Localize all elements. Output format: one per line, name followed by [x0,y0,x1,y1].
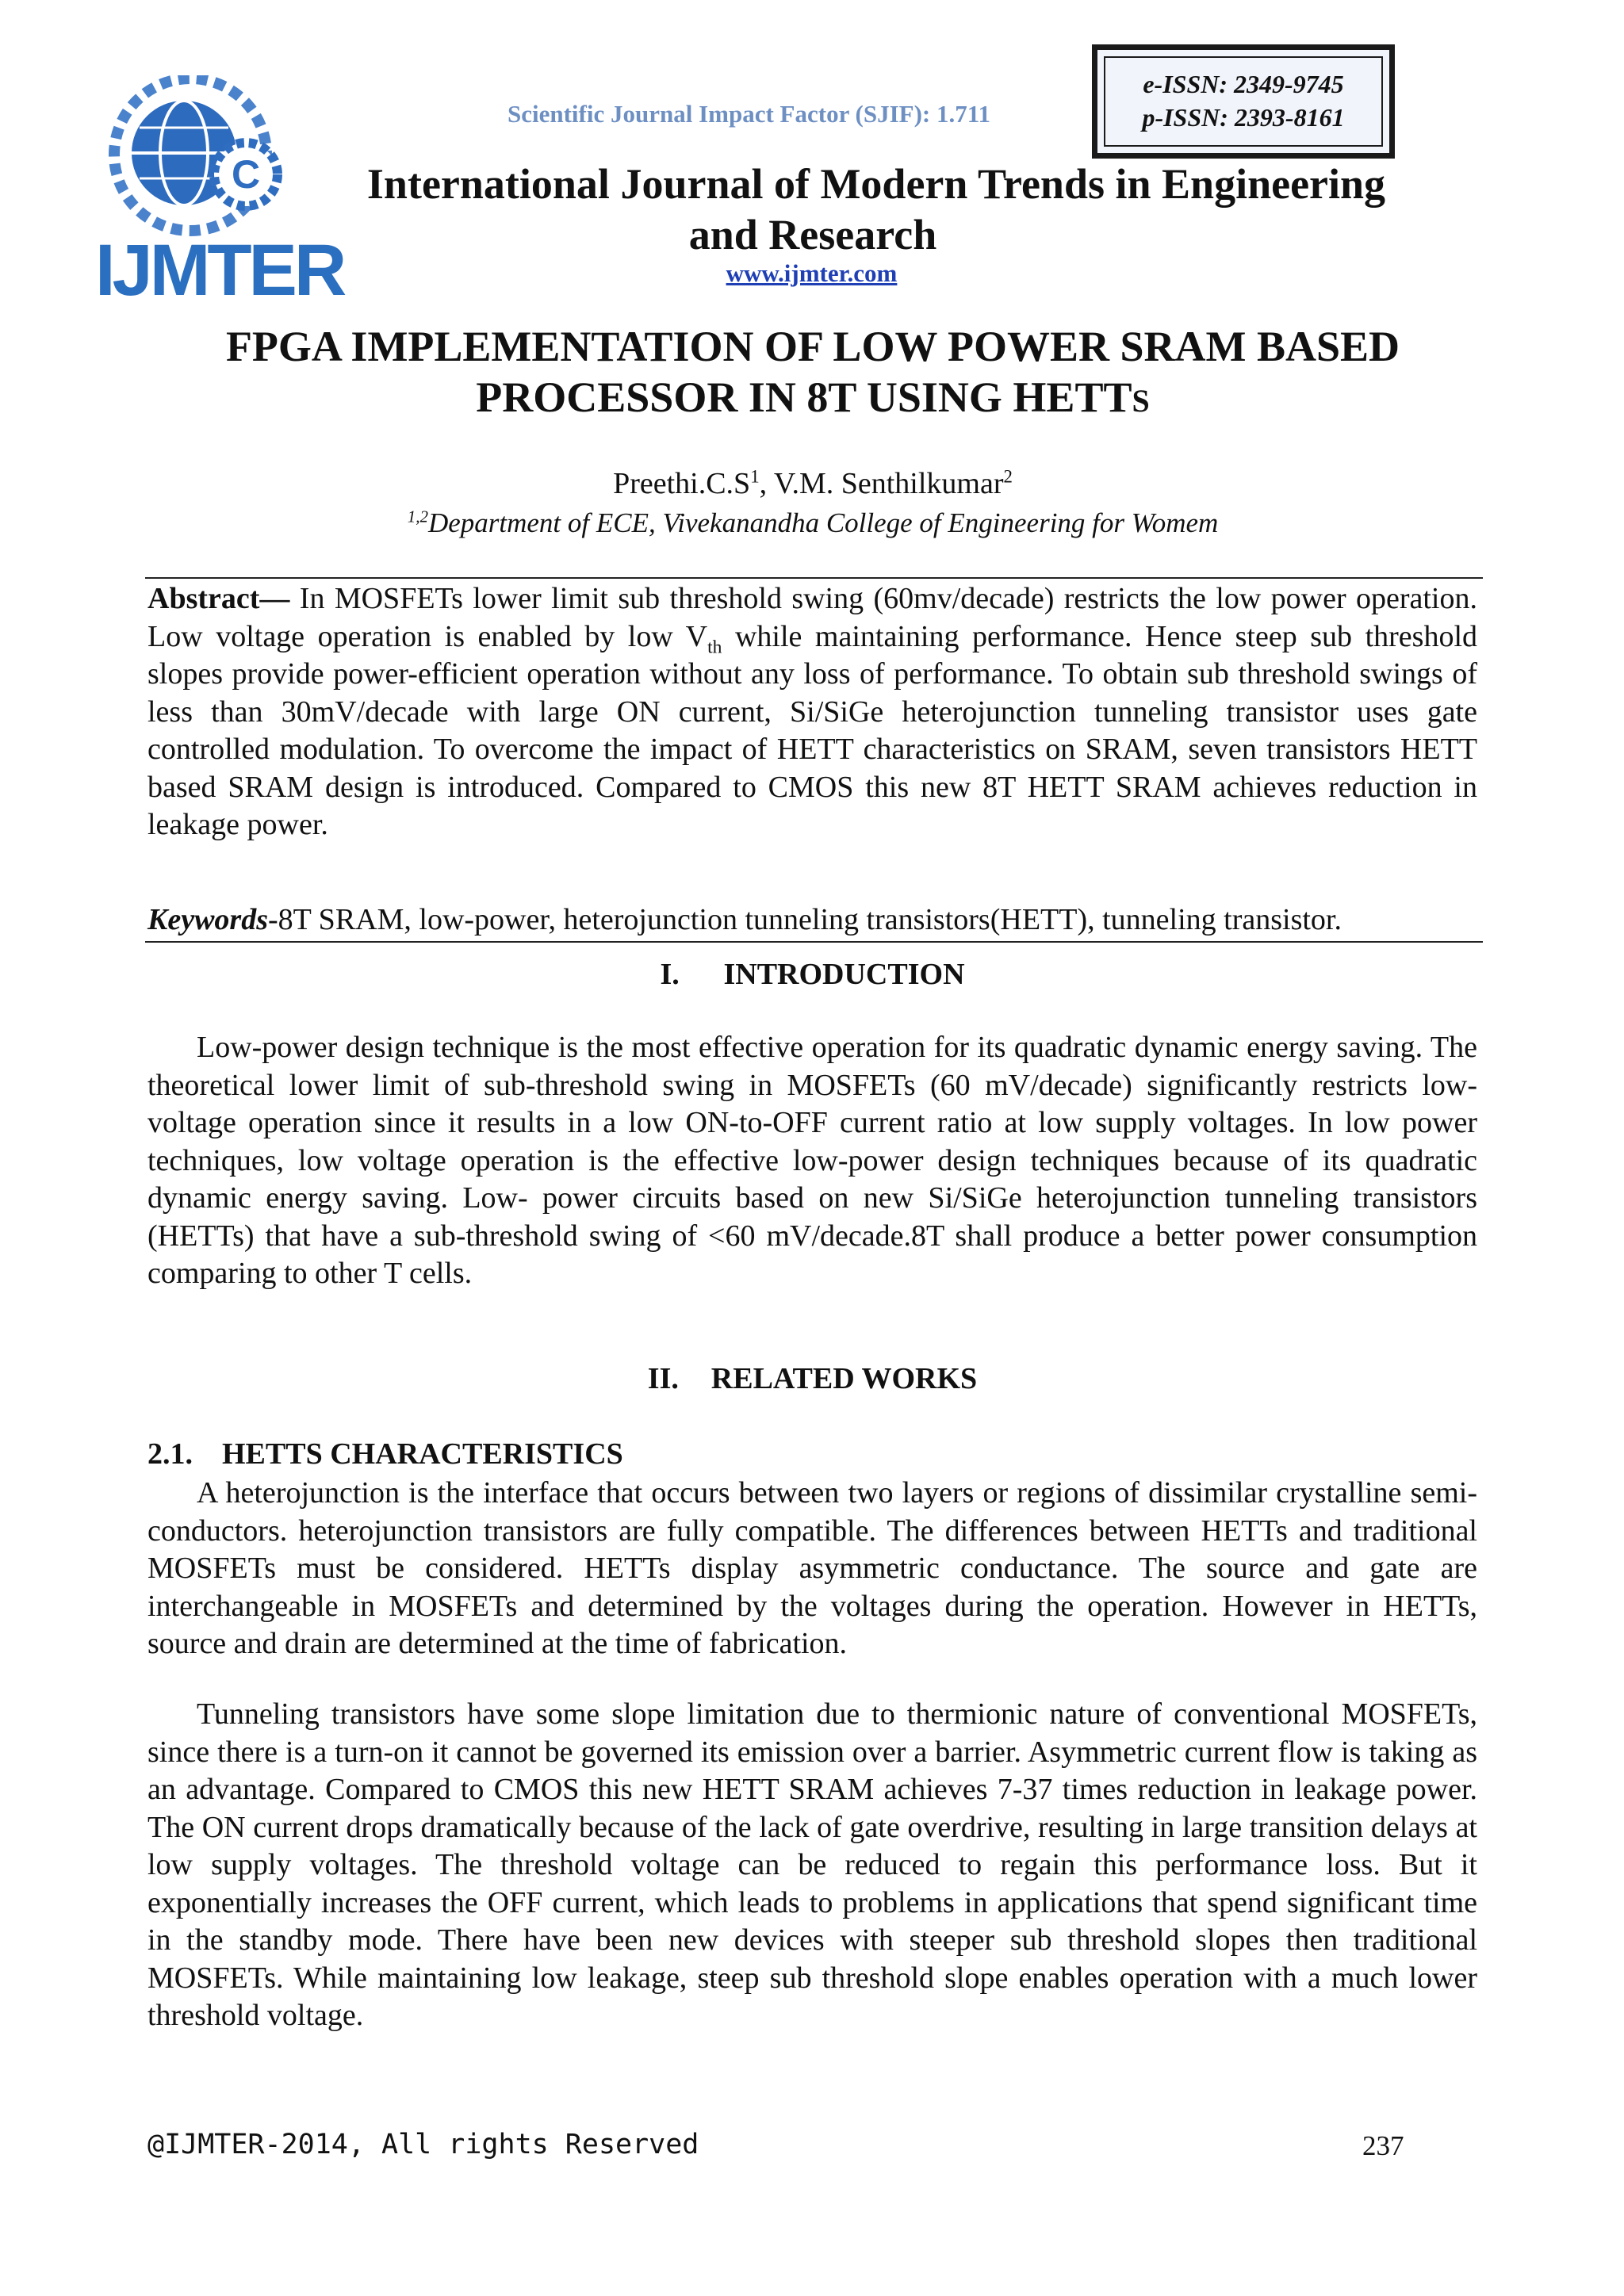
abstract-text-1: In MOSFETs lower limit sub threshold swing (60mv/decade) restricts the low power operation. Low voltage operation is enabled by low V [147,582,1477,653]
journal-logo [95,75,344,311]
svg-text:C: C [231,152,261,197]
impact-factor: Scientific Journal Impact Factor (SJIF): 1.711 [508,100,991,128]
related-paragraph-2: Tunneling transistors have some slope limitation due to thermionic nature of conventional MOSFETs, since there is a turn-on it cannot be governed its emission over a barrier. Asymmetric current flow is taking as an advantage. Compared to CMOS this new HETT SRAM achieves 7-37 times reduction in leakage power. The ON current drops dramatically because of the lack of gate overdrive, resulting in large transition delays at low supply voltages. The threshold voltage can be reduced to regain this performance loss. But it exponentially increases the OFF current, which leads to problems in applications that spend significant time in the standby mode. There have been new devices with steeper sub threshold slopes then traditional MOSFETs. While maintaining low leakage, steep sub threshold slope enables operation with a much lower threshold voltage. [147,1697,1477,2032]
section-heading-related [147,1361,1477,1396]
affiliation-text: Department of ECE, Vivekanandha College of Engineering for Womem [427,507,1219,538]
abstract-subscript: th [707,637,722,658]
subsection-number: 2.1. [147,1437,193,1471]
paper-title [143,321,1483,427]
intro-paragraph: Low-power design technique is the most effective operation for its quadratic dynamic energy saving. The theoretical lower limit of sub-threshold swing in MOSFETs (60 mV/decade) significantly restricts low-voltage operation since it results in a low ON-to-OFF current ratio at low supply voltages. In low power techniques, low voltage operation is the effective low-power design techniques because of its quadratic dynamic energy saving. Low- power circuits based on new Si/SiGe heterojunction tunneling transistors (HETTs) that have a sub-threshold swing of <60 mV/decade.8T shall produce a better power consumption comparing to other T cells. [147,1031,1477,1290]
related-number: II. [647,1362,679,1395]
author-1-sup: 1 [750,466,760,487]
keywords-label: Keywords [147,903,268,936]
affiliation-sup: 1,2 [407,507,428,526]
p-issn: p-ISSN: 2393-8161 [1142,103,1345,132]
author-2-sup: 2 [1003,466,1013,487]
title-line2-main: PROCESSOR IN 8T USING HETT [476,373,1132,421]
footer-copyright: @IJMTER-2014, All rights Reserved [147,2129,699,2160]
divider-top [145,577,1483,579]
subsection-heading [147,1437,623,1471]
abstract [147,580,1477,844]
author-separator: , [759,467,774,500]
related-title: RELATED WORKS [710,1362,978,1395]
abstract-text-2: while maintaining performance. Hence steep sub threshold slopes provide power-efficient operation without any loss of performance. To obtain sub threshold swings of less than 30mV/decade with large ON current, Si/SiGe heterojunction tunneling transistor uses gate controlled modulation. To overcome the impact of HETT characteristics on SRAM, seven transistors HETT based SRAM design is introduced. Compared to CMOS this new 8T HETT SRAM achieves reduction in leakage power. [147,619,1478,841]
authors [143,466,1483,501]
journal-title-line2: and Research [688,211,937,258]
author-2: V.M. Senthilkumar [773,467,1004,500]
e-issn: e-ISSN: 2349-9745 [1143,70,1344,99]
globe-gear-icon [95,75,297,242]
paper-title-line1: FPGA IMPLEMENTATION OF LOW POWER SRAM BASED [225,323,1400,370]
intro-title: INTRODUCTION [723,958,965,991]
subsection-title: HETTS CHARACTERISTICS [222,1437,623,1471]
journal-title [301,159,1451,260]
keywords [147,901,1477,939]
intro-number: I. [660,958,680,991]
page-number: 237 [1362,2130,1404,2161]
section-heading-intro [147,957,1477,992]
related-paragraph-1: A heterojunction is the interface that occurs between two layers or regions of dissimilar crystalline semi-conductors. heterojunction transistors are fully compatible. The differences between HETTs and traditional MOSFETs must be considered. HETTs display asymmetric conductance. The source and gate are interchangeable in MOSFETs and determined by the voltages during the operation. However in HETTs, source and drain are determined at the time of fabrication. [147,1476,1477,1660]
paper-title-line2 [143,372,1483,427]
journal-title-line1: International Journal of Modern Trends in Engineering [366,160,1386,208]
journal-url-link[interactable]: www.ijmter.com [726,259,898,287]
affiliation [143,507,1483,539]
title-line2-suffix: S [1132,383,1150,419]
divider-keywords [145,941,1483,943]
author-1: Preethi.C.S [613,467,751,500]
keywords-text: -8T SRAM, low-power, heterojunction tunneling transistors(HETT), tunneling transistor. [268,903,1342,936]
abstract-label: Abstract— [147,582,290,615]
issn-box [1092,44,1395,159]
logo-wordmark: IJMTER [95,230,344,311]
